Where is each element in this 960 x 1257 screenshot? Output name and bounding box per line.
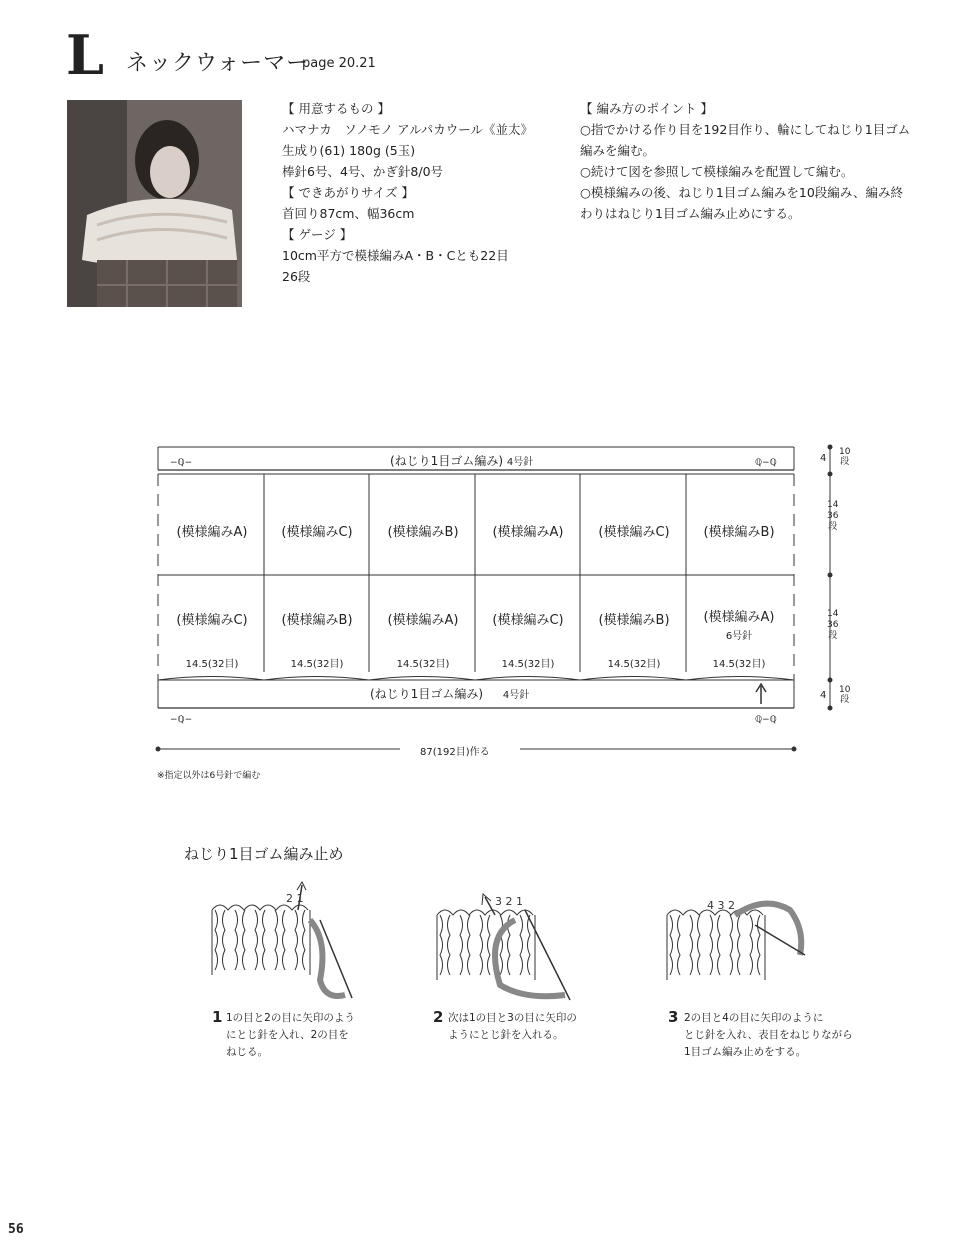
top-band-label [390,452,533,469]
side-top-rows-value: 10 [839,447,851,457]
row1-cell-5: (模様編みC) [598,525,670,540]
rib-symbol-bottom-left: −ℚ− [170,715,193,725]
row1-cell-4: (模様編みA) [492,525,564,540]
row2-cell-2: (模様編みB) [281,613,353,628]
step-3-line-3: 1目ゴム編み止めをする。 [684,1046,807,1058]
step-1-caption [226,1010,355,1061]
side-bottom-cm: 4 [820,690,827,701]
gauge-line: 10cm平方で模様編みA・B・Cとも22目 [282,248,509,263]
step-3-line-1: 2の目と4の目に矢印のように [684,1012,824,1024]
page-number: 56 [8,1222,24,1237]
side-top-cm: 4 [820,453,827,464]
row2-cell-5: (模様編みB) [598,613,670,628]
step-3-illustration [655,875,825,1015]
step-1-illustration [200,870,370,1010]
total-width-label: 87(192目)作る [420,747,490,758]
width-label-1: 14.5(32目) [185,659,239,670]
step-3-number: 3 [668,1008,679,1026]
step-2-marks: 3 2 1 [495,895,523,908]
side-mid1 [827,500,838,533]
rib-symbol-bottom-right: ℚ−ℚ [755,715,777,725]
row2-cell-4: (模様編みC) [492,613,564,628]
side-mid2-unit: 段 [828,631,838,641]
width-label-3: 14.5(32目) [396,659,450,670]
step-2-caption [448,1010,577,1044]
width-label-6: 14.5(32目) [712,659,766,670]
side-top-rows [839,447,850,467]
bottom-band-needle: 4号針 [502,690,530,701]
step-1-line-1: 1の目と2の目に矢印のよう [226,1012,355,1024]
point-3b: わりはねじり1目ゴム編み止めにする。 [580,206,801,221]
row2-cell-3: (模様編みA) [387,613,459,628]
needles-line: 棒針6号、4号、かぎ針8/0号 [282,164,444,179]
point-2: ○続けて図を参照して模様編みを配置して編む。 [580,164,854,179]
point-1b: 編みを編む。 [580,143,656,158]
top-band-needle: 4号針 [506,457,534,468]
row2-cell-1: (模様編みC) [176,613,248,628]
side-bottom-rows-unit: 段 [840,695,850,705]
bottom-band-stitch: (ねじり1目ゴム編み) [370,687,483,701]
width-label-5: 14.5(32目) [607,659,661,670]
row2-cell-6: (模様編みA) [703,610,775,625]
step-3-caption [684,1010,853,1061]
rib-symbol-top-right: ℚ−ℚ [755,458,777,468]
step-1-marks: 2 1 [286,892,304,905]
page-reference: page 20.21 [302,56,376,71]
knit-columns [215,910,305,970]
step-3-line-2: とじ針を入れ、表目をねじりながら [684,1029,853,1041]
row1-cell-2: (模様編みC) [281,525,353,540]
side-mid2 [827,609,838,642]
row1-cell-3: (模様編みB) [387,525,459,540]
points-heading: 【 編み方のポイント 】 [580,101,713,116]
step-2-line-1: 次は1の目と3の目に矢印の [448,1012,577,1024]
side-mid2-rows: 36 [827,620,839,630]
point-1a: ○指でかける作り目を192目作り、輪にしてねじり1目ゴム [580,122,911,137]
yarn-color-line: 生成り(61) 180g (5玉) [282,143,416,158]
gauge-heading: 【 ゲージ 】 [282,227,353,242]
width-label-4: 14.5(32目) [501,659,555,670]
step-1-line-2: にとじ針を入れ、2の目を [226,1029,349,1041]
side-top-rows-unit: 段 [840,457,850,467]
point-3a: ○模様編みの後、ねじり1目ゴム編みを10段編み、編み終 [580,185,904,200]
yarn-line: ハマナカ ソノモノ アルパカウール《並太》 [282,122,533,137]
step-1-number: 1 [212,1008,223,1026]
top-band-stitch: (ねじり1目ゴム編み) [390,454,503,468]
width-label-2: 14.5(32目) [290,659,344,670]
step-3-marks: 4 3 2 [707,899,735,912]
row2-cell-6-needle: 6号針 [725,631,753,642]
gauge-rows: 26段 [282,269,311,284]
step-2-illustration [425,875,595,1015]
size-line: 首回り87cm、幅36cm [282,206,415,221]
section-letter: L [66,23,104,87]
row1-cell-6: (模様編みB) [703,525,775,540]
prep-heading: 【 用意するもの 】 [282,101,390,116]
side-mid1-unit: 段 [828,522,838,532]
bottom-band-label [370,685,529,702]
page-title: ネックウォーマー [126,51,310,76]
side-bottom-rows [839,685,850,705]
size-heading: 【 できあがりサイズ 】 [282,185,414,200]
side-mid1-cm: 14 [827,500,839,510]
row1-cell-1: (模様編みA) [176,525,248,540]
step-1-line-3: ねじる。 [226,1046,268,1058]
side-mid1-rows: 36 [827,511,839,521]
side-mid2-cm: 14 [827,609,839,619]
step-2-line-2: ようにとじ針を入れる。 [448,1029,564,1041]
side-bottom-rows-value: 10 [839,685,851,695]
step-2-number: 2 [433,1008,444,1026]
needle-note: ※指定以外は6号針で編む [157,771,261,781]
rib-symbol-top-left: −ℚ− [170,458,193,468]
bindoff-title: ねじり1目ゴム編み止め [184,845,344,863]
